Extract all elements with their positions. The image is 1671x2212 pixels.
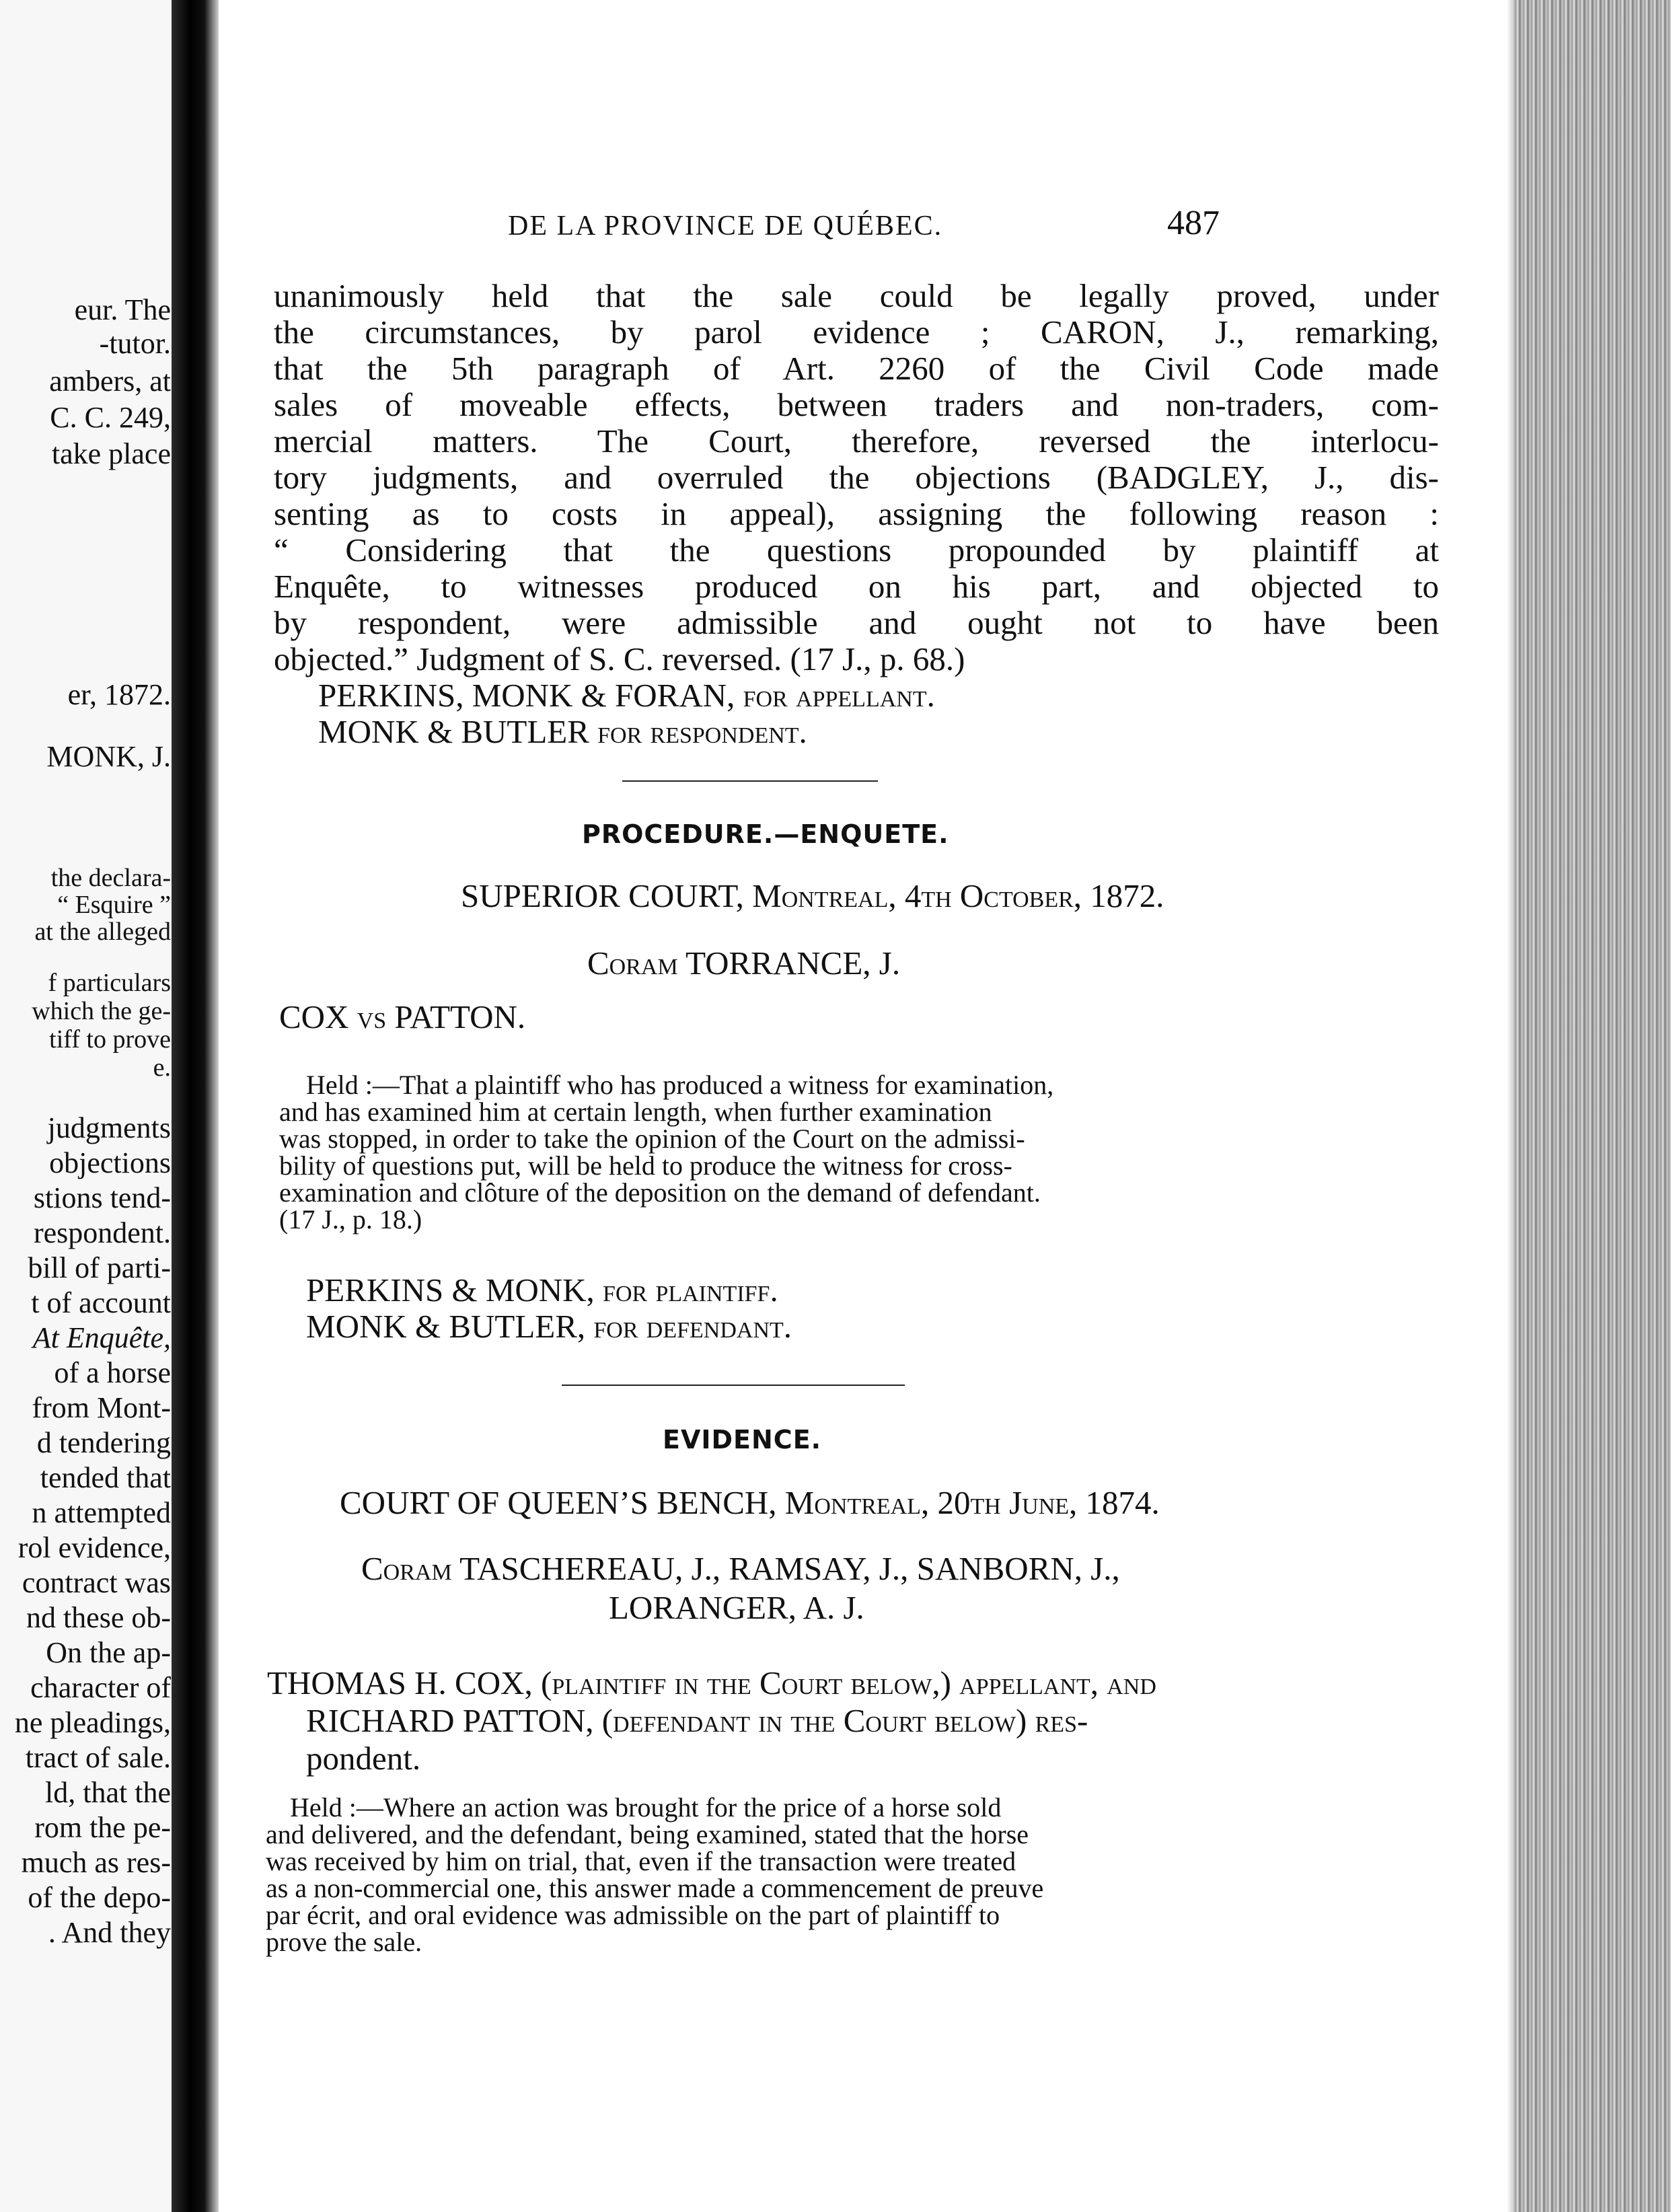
left-line: stions tend- [33,1181,171,1214]
left-line: rol evidence, [17,1531,171,1564]
book-gutter [172,0,219,2212]
section-heading: EVIDENCE. [663,1425,822,1454]
headnote-line: bility of questions put, will be held to produce the witness for cross- [279,1150,1012,1181]
left-line: the declara- [50,864,171,892]
body-line: unanimously held that the sale could be legally proved, under [274,277,1439,314]
headnote-line: was stopped, in order to take the opinion of the Court on the admissi- [279,1123,1025,1154]
left-line: objections [49,1146,171,1179]
section-divider [562,1385,905,1386]
counsel-line: MONK & BUTLER, for defendant. [306,1308,792,1345]
main-page [219,0,1507,2212]
left-line: MONK, J. [46,740,171,773]
left-line: n attempted [32,1496,171,1529]
left-line: er, 1872. [67,678,171,711]
headnote-line: was received by him on trial, that, even if the transaction were treated [266,1846,1016,1876]
left-line: of the depo- [28,1881,171,1914]
left-line: contract was [22,1566,171,1599]
section-divider [622,780,878,782]
headnote-line: Held :—That a plaintiff who has produced a witness for examination, [306,1070,1054,1100]
left-line: tended that [40,1461,171,1494]
left-line: which the ge- [32,997,171,1025]
parties-line: pondent. [306,1740,421,1777]
body-line: the circumstances, by parol evidence ; CARON, J., remarking, [274,314,1439,351]
body-line: objected.” Judgment of S. C. reversed. (17 J., p. 68.) [274,640,965,677]
headnote-line: and delivered, and the defendant, being examined, stated that the horse [266,1819,1029,1849]
left-line: take place [51,437,171,470]
section-heading: PROCEDURE.—ENQUETE. [582,819,949,849]
parties-line: RICHARD PATTON, (defendant in the Court below) res- [306,1702,1088,1739]
left-line: d tendering [36,1426,171,1459]
left-line: “ Esquire ” [57,891,171,919]
headnote-line: (17 J., p. 18.) [279,1204,422,1234]
left-line: -tutor. [99,327,171,360]
left-line: much as res- [21,1846,171,1879]
left-line: respondent. [33,1216,171,1249]
left-line: bill of parti- [28,1251,171,1284]
left-line: ambers, at [49,365,171,398]
left-line: C. C. 249, [50,401,171,434]
body-line: mercial matters. The Court, therefore, reversed the interlocu- [274,422,1439,459]
left-line: . And they [48,1916,171,1949]
left-line: eur. The [74,293,171,326]
stacked-page-edges [1514,0,1671,2212]
parties-line: THOMAS H. COX, (plaintiff in the Court below,) appellant, and [267,1664,1156,1701]
headnote-line: and has examined him at certain length, when further examination [279,1097,992,1127]
left-line: nd these ob- [26,1601,171,1634]
left-line: f particulars [48,969,171,997]
left-line: On the ap- [46,1636,171,1669]
body-line: that the 5th paragraph of Art. 2260 of the Civil Code made [274,350,1439,387]
running-title: DE LA PROVINCE DE QUÉBEC. [508,211,943,242]
left-line: of a horse [54,1356,171,1389]
left-line: ld, that the [45,1776,171,1809]
left-line: tiff to prove [49,1025,171,1054]
left-line: at the alleged [34,918,171,946]
left-line: e. [153,1054,171,1082]
left-line: from Mont- [32,1391,171,1424]
body-line: by respondent, were admissible and ought not to have been [274,604,1439,641]
body-line: Enquête, to witnesses produced on his part, and objected to [274,568,1439,605]
headnote-line: par écrit, and oral evidence was admissible on the part of plaintiff to [266,1900,1000,1930]
left-line: judgments [47,1111,171,1144]
left-line: At Enquête, [32,1321,171,1354]
counsel-line: PERKINS & MONK, for plaintiff. [306,1271,778,1308]
left-line: t of account [31,1286,171,1319]
left-line: ne pleadings, [14,1706,171,1739]
counsel-line: MONK & BUTLER for respondent. [318,713,807,750]
court-line: COURT OF QUEEN’S BENCH, Montreal, 20th June, 1874. [340,1484,1160,1521]
left-line: tract of sale. [25,1741,171,1774]
coram-line: Coram TORRANCE, J. [587,945,901,982]
headnote-line: prove the sale. [266,1927,422,1957]
body-line: sales of moveable effects, between traders and non-traders, com- [274,386,1439,423]
headnote-line: as a non-commercial one, this answer made a commencement de preuve [266,1873,1044,1903]
court-line: SUPERIOR COURT, Montreal, 4th October, 1872. [461,877,1164,914]
coram-line: Coram TASCHEREAU, J., RAMSAY, J., SANBORN, J., [361,1550,1120,1587]
body-line: senting as to costs in appeal), assigning the following reason : [274,495,1439,532]
body-line: “ Considering that the questions propounded by plaintiff at [274,531,1439,568]
left-line: rom the pe- [34,1811,171,1844]
counsel-line: PERKINS, MONK & FORAN, for appellant. [318,677,935,714]
body-line: tory judgments, and overruled the objections (BADGLEY, J., dis- [274,459,1439,496]
left-line: character of [30,1671,171,1704]
parties-line: COX vs PATTON. [279,998,526,1035]
headnote-line: examination and clôture of the deposition on the demand of defendant. [279,1177,1041,1208]
left-facing-page [0,0,175,2212]
headnote-line: Held :—Where an action was brought for the price of a horse sold [290,1792,1002,1822]
coram-line: LORANGER, A. J. [609,1589,864,1626]
page-number: 487 [1167,204,1220,242]
